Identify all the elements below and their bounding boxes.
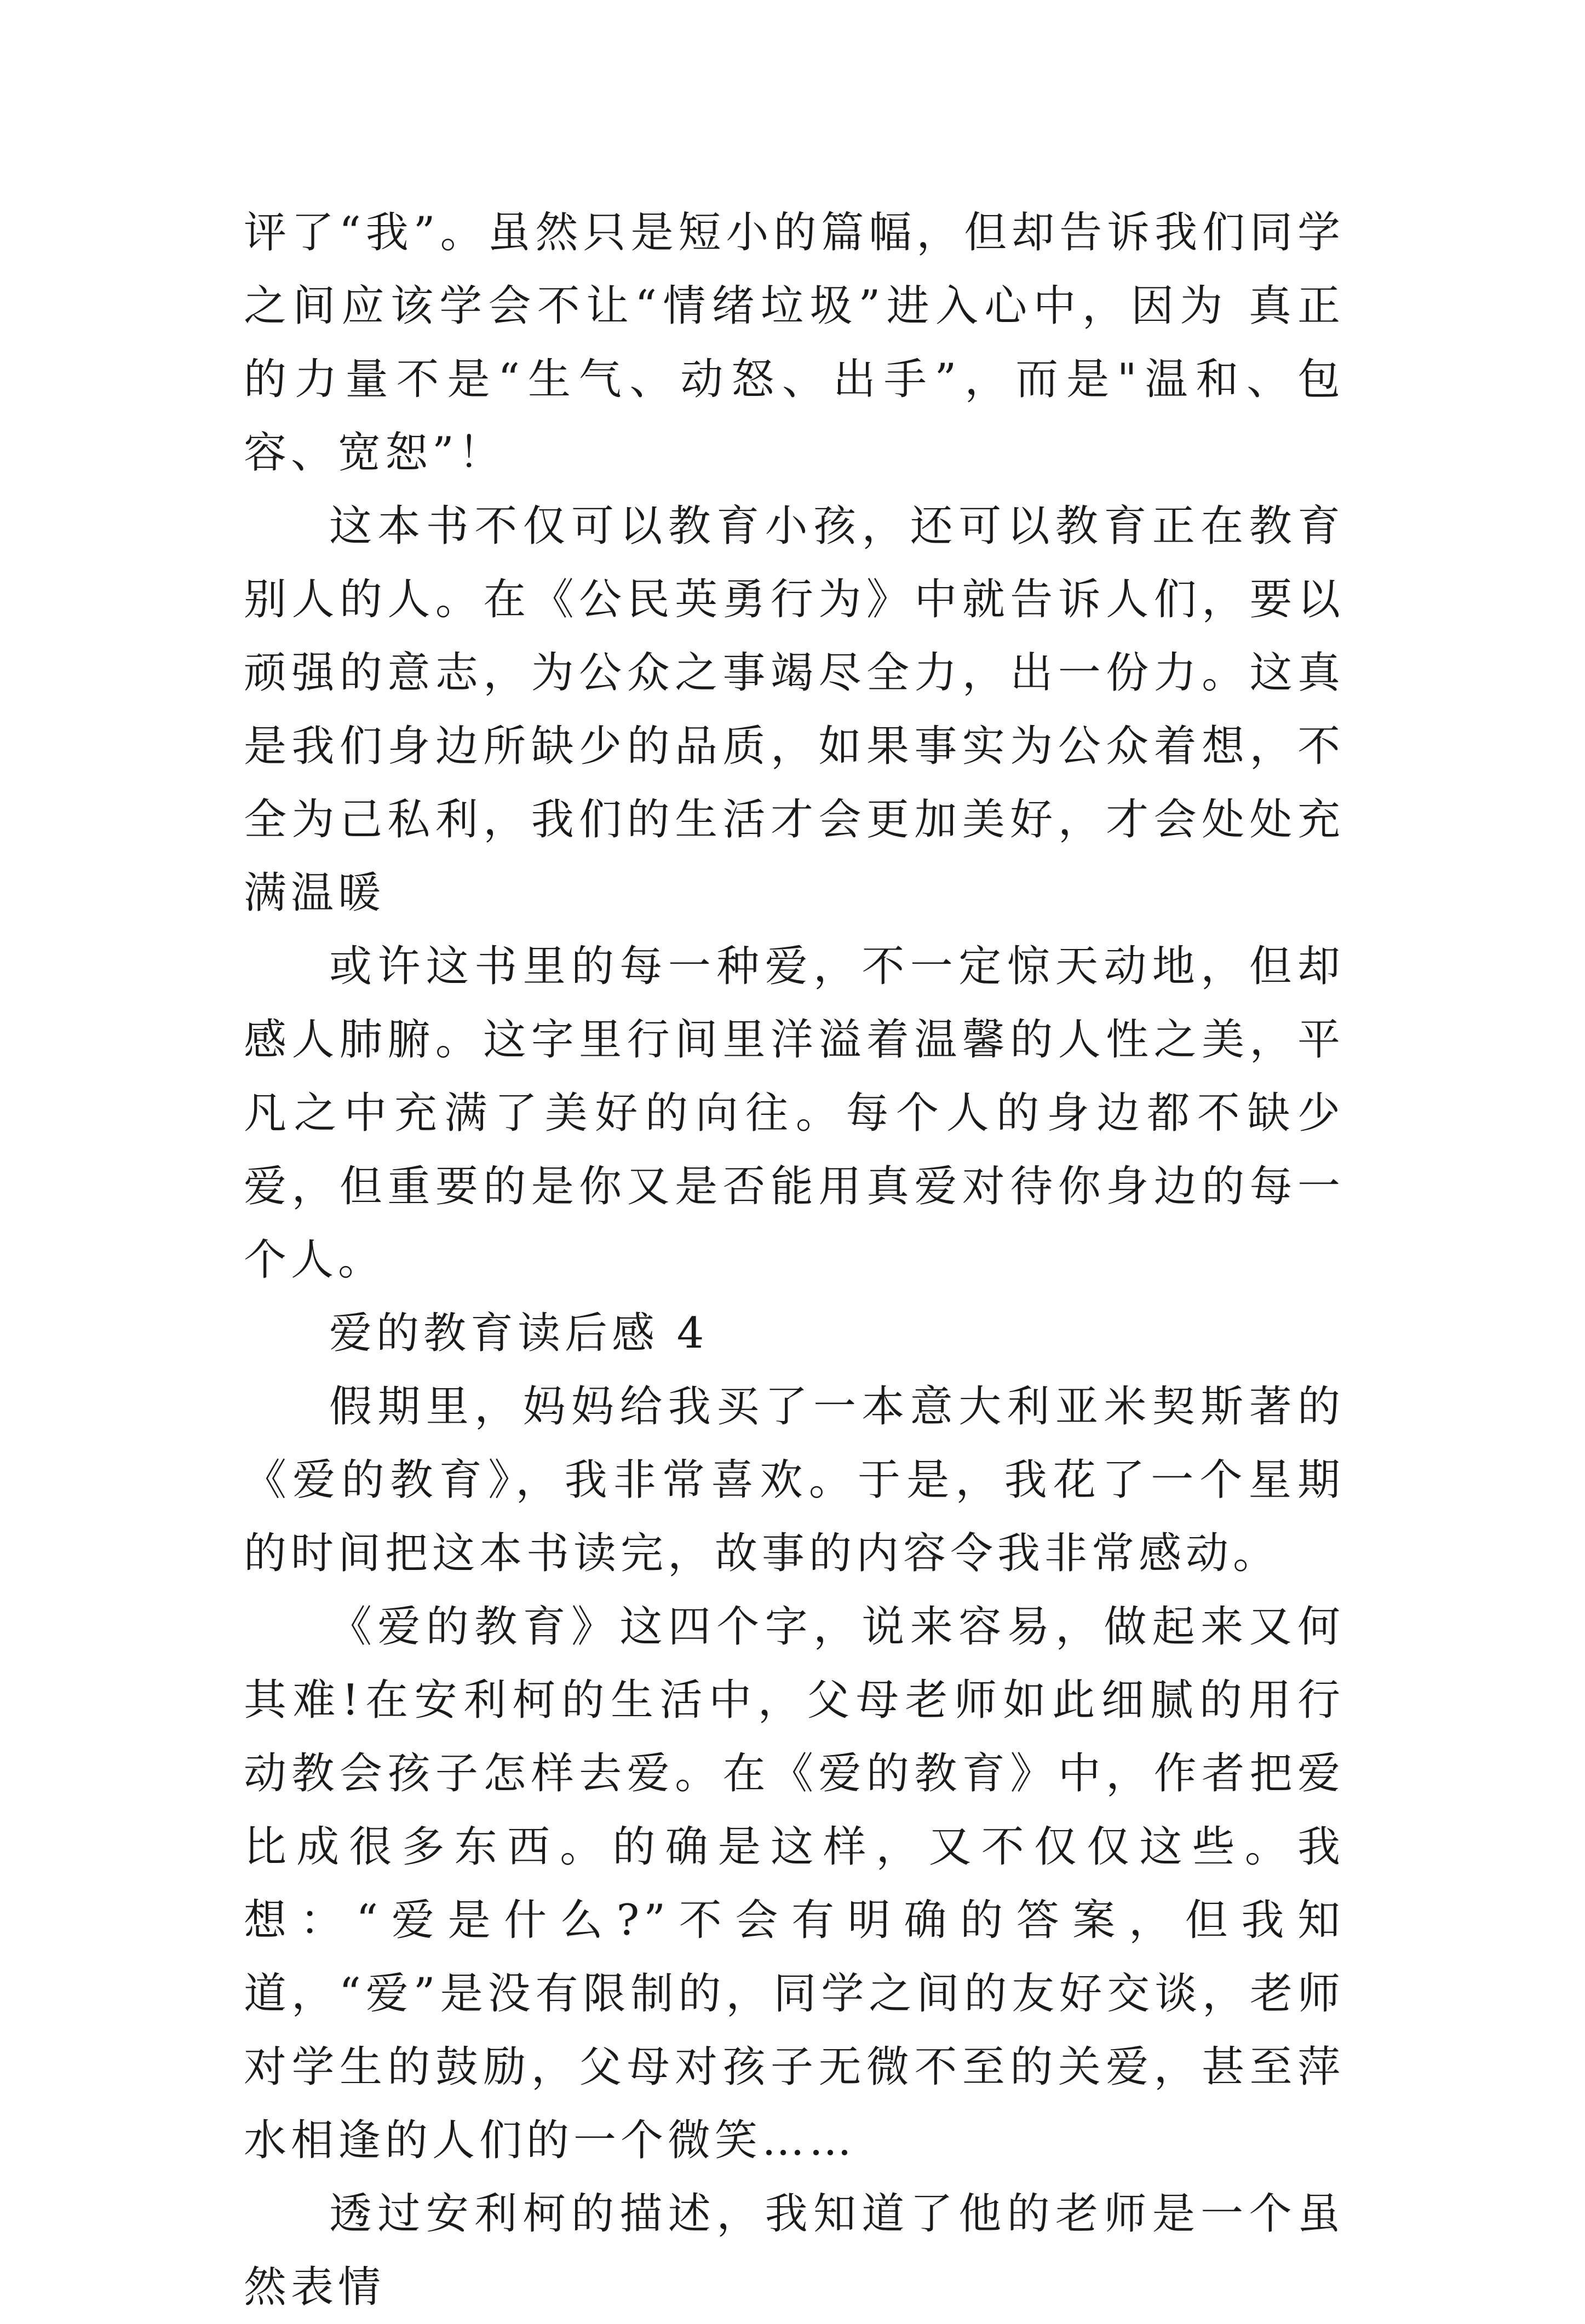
paragraph-body: 透过安利柯的描述，我知道了他的老师是一个虽然表情 xyxy=(244,2189,1345,2312)
section-heading: 爱的教育读后感 4 xyxy=(329,1309,709,1358)
paragraph-continuation: 评了“我”。虽然只是短小的篇幅，但却告诉我们同学之间应该学会不让“情绪垃圾”进入心中，因为 真正的力量不是“生气、动怒、出手”，而是"温和、包容、宽恕”！ xyxy=(244,208,1345,478)
document-body xyxy=(244,196,1345,2324)
paragraph-body: 假期里，妈妈给我买了一本意大利亚米契斯著的《爱的教育》，我非常喜欢。于是，我花了一个星期的时间把这本书读完，故事的内容令我非常感动。 xyxy=(244,1382,1345,1578)
paragraph-body: 这本书不仅可以教育小孩，还可以教育正在教育别人的人。在《公民英勇行为》中就告诉人们，要以顽强的意志，为公众之事竭尽全力，出一份力。这真是我们身边所缺少的品质，如果事实为公众着想，不全为己私利，我们的生活才会更加美好，才会处处充满温暖 xyxy=(244,502,1345,918)
paragraph-body: 或许这书里的每一种爱，不一定惊天动地，但却感人肺腑。这字里行间里洋溢着温馨的人性之美，平凡之中充满了美好的向往。每个人的身边都不缺少爱，但重要的是你又是否能用真爱对待你身边的每一个人。 xyxy=(244,942,1345,1285)
paragraph-body: 《爱的教育》这四个字，说来容易，做起来又何其难!在安利柯的生活中，父母老师如此细腻的用行动教会孩子怎样去爱。在《爱的教育》中，作者把爱比成很多东西。的确是这样，又不仅仅这些。我想：“爱是什么?”不会有明确的答案，但我知道，“爱”是没有限制的，同学之间的友好交谈，老师对学生的鼓励，父母对孩子无微不至的关爱，甚至萍水相逢的人们的一个微笑…… xyxy=(244,1602,1345,2165)
